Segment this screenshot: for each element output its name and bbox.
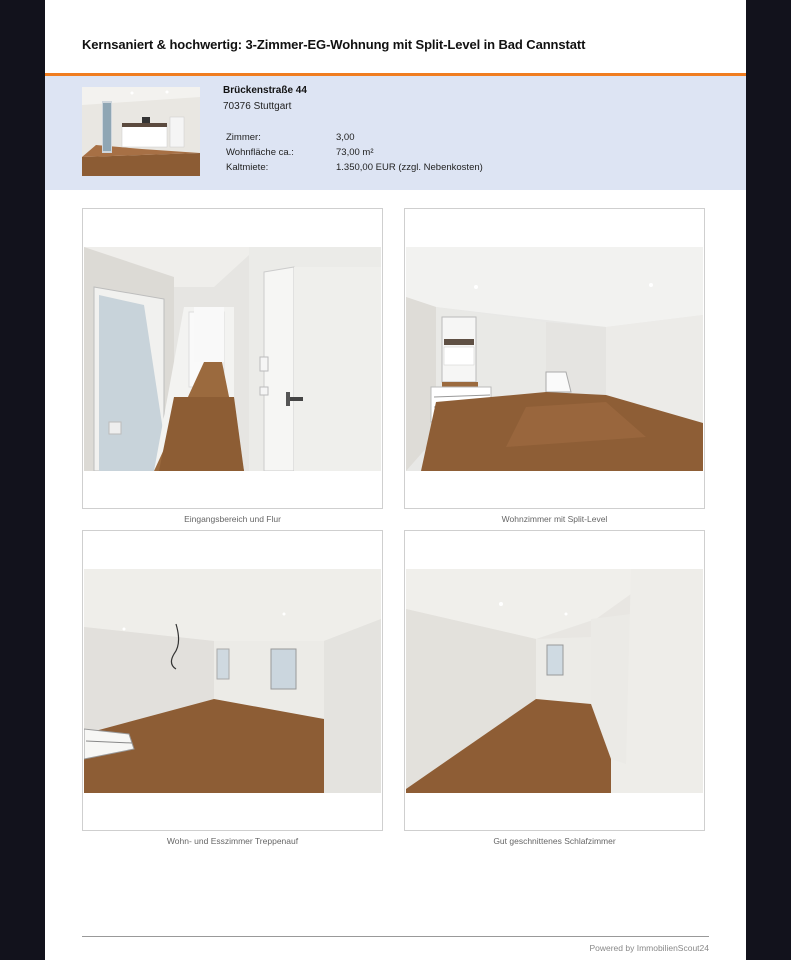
photo-card-entrance[interactable] [82,208,383,509]
photo-entrance[interactable] [84,247,381,471]
photo-caption: Wohnzimmer mit Split-Level [501,514,608,524]
fact-rooms [226,132,626,147]
photo-caption: Gut geschnittenes Schlafzimmer [493,836,616,846]
fact-label: Zimmer: [226,132,261,143]
photo-living-split-level[interactable] [406,247,703,471]
photo-caption: Eingangsbereich und Flur [184,514,281,524]
listing-title: Kernsaniert & hochwertig: 3-Zimmer-EG-Wohnung mit Split-Level in Bad Cannstatt [82,37,586,52]
key-facts [226,132,626,177]
photo-card-bedroom[interactable] [404,530,705,831]
listing-thumbnail[interactable] [82,87,200,176]
footer-powered-by[interactable]: Powered by ImmobilienScout24 [589,943,709,953]
address-city: 70376 Stuttgart [223,101,292,112]
photo-card-living-dining[interactable] [82,530,383,831]
listing-summary [45,76,746,190]
fact-value: 1.350,00 EUR (zzgl. Nebenkosten) [336,162,483,173]
fact-cold-rent [226,162,626,177]
fact-label: Kaltmiete: [226,162,269,173]
fact-living-area [226,147,626,162]
footer-divider [82,936,709,937]
photo-living-dining[interactable] [84,569,381,793]
photo-caption: Wohn- und Esszimmer Treppenauf [166,836,299,846]
fact-label: Wohnfläche ca.: [226,147,294,158]
fact-value: 3,00 [336,132,355,143]
fact-value: 73,00 m² [336,147,374,158]
expose-page [45,0,746,960]
address-street: Brückenstraße 44 [223,85,307,96]
photo-bedroom[interactable] [406,569,703,793]
photo-card-living-split-level[interactable] [404,208,705,509]
